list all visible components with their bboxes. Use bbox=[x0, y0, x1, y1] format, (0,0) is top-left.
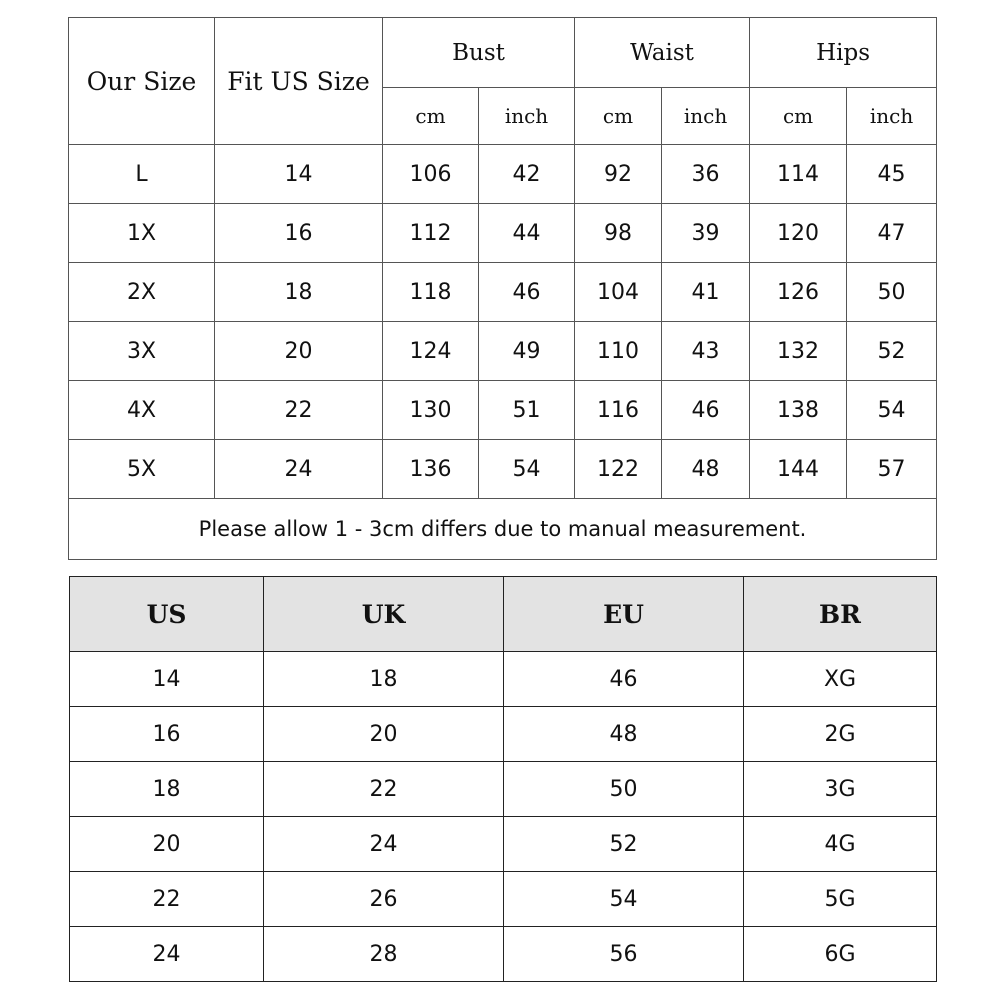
cell-bust-inch: 44 bbox=[479, 204, 575, 263]
cell-hips-inch: 52 bbox=[847, 322, 937, 381]
size-conversion-table bbox=[69, 576, 937, 982]
cell-waist-cm: 122 bbox=[575, 440, 662, 499]
cell-waist-cm: 92 bbox=[575, 145, 662, 204]
cell-hips-cm: 144 bbox=[750, 440, 847, 499]
conversion-header-row bbox=[70, 577, 937, 652]
cell-us: 22 bbox=[70, 872, 264, 927]
cell-uk: 28 bbox=[264, 927, 504, 982]
cell-bust-cm: 112 bbox=[383, 204, 479, 263]
cell-eu: 52 bbox=[504, 817, 744, 872]
cell-waist-inch: 46 bbox=[662, 381, 750, 440]
header-our-size: Our Size bbox=[69, 18, 215, 145]
cell-hips-inch: 50 bbox=[847, 263, 937, 322]
cell-bust-inch: 42 bbox=[479, 145, 575, 204]
size-chart-row bbox=[69, 381, 937, 440]
header-hips-inch: inch bbox=[847, 88, 937, 145]
cell-bust-cm: 118 bbox=[383, 263, 479, 322]
header-bust-inch: inch bbox=[479, 88, 575, 145]
size-chart-header-row bbox=[69, 18, 937, 88]
header-hips-cm: cm bbox=[750, 88, 847, 145]
cell-waist-cm: 98 bbox=[575, 204, 662, 263]
cell-our-size: 2X bbox=[69, 263, 215, 322]
cell-hips-cm: 132 bbox=[750, 322, 847, 381]
size-chart-row bbox=[69, 322, 937, 381]
size-chart-note-row bbox=[69, 499, 937, 560]
size-chart-row bbox=[69, 440, 937, 499]
header-waist: Waist bbox=[575, 18, 750, 88]
cell-waist-inch: 43 bbox=[662, 322, 750, 381]
cell-waist-cm: 116 bbox=[575, 381, 662, 440]
cell-bust-cm: 106 bbox=[383, 145, 479, 204]
cell-fit-us-size: 16 bbox=[215, 204, 383, 263]
cell-uk: 26 bbox=[264, 872, 504, 927]
cell-hips-inch: 47 bbox=[847, 204, 937, 263]
cell-bust-cm: 130 bbox=[383, 381, 479, 440]
cell-hips-cm: 138 bbox=[750, 381, 847, 440]
header-waist-cm: cm bbox=[575, 88, 662, 145]
header-br: BR bbox=[744, 577, 937, 652]
header-bust-cm: cm bbox=[383, 88, 479, 145]
cell-our-size: 3X bbox=[69, 322, 215, 381]
cell-eu: 50 bbox=[504, 762, 744, 817]
size-chart-row bbox=[69, 145, 937, 204]
cell-our-size: 4X bbox=[69, 381, 215, 440]
size-chart-row bbox=[69, 204, 937, 263]
conversion-body bbox=[70, 652, 937, 982]
cell-br: 6G bbox=[744, 927, 937, 982]
cell-us: 24 bbox=[70, 927, 264, 982]
size-chart-table bbox=[68, 17, 937, 560]
cell-fit-us-size: 14 bbox=[215, 145, 383, 204]
cell-waist-inch: 48 bbox=[662, 440, 750, 499]
cell-waist-cm: 110 bbox=[575, 322, 662, 381]
cell-bust-inch: 49 bbox=[479, 322, 575, 381]
header-hips: Hips bbox=[750, 18, 937, 88]
cell-eu: 46 bbox=[504, 652, 744, 707]
cell-bust-inch: 46 bbox=[479, 263, 575, 322]
cell-uk: 20 bbox=[264, 707, 504, 762]
size-chart-row bbox=[69, 263, 937, 322]
cell-fit-us-size: 20 bbox=[215, 322, 383, 381]
cell-waist-inch: 36 bbox=[662, 145, 750, 204]
cell-br: XG bbox=[744, 652, 937, 707]
header-eu: EU bbox=[504, 577, 744, 652]
conversion-row bbox=[70, 762, 937, 817]
cell-br: 5G bbox=[744, 872, 937, 927]
cell-us: 16 bbox=[70, 707, 264, 762]
cell-bust-inch: 54 bbox=[479, 440, 575, 499]
header-uk: UK bbox=[264, 577, 504, 652]
cell-uk: 24 bbox=[264, 817, 504, 872]
cell-uk: 18 bbox=[264, 652, 504, 707]
cell-hips-inch: 57 bbox=[847, 440, 937, 499]
cell-bust-cm: 124 bbox=[383, 322, 479, 381]
cell-bust-inch: 51 bbox=[479, 381, 575, 440]
conversion-row bbox=[70, 817, 937, 872]
cell-hips-cm: 120 bbox=[750, 204, 847, 263]
header-fit-us-size: Fit US Size bbox=[215, 18, 383, 145]
cell-hips-cm: 114 bbox=[750, 145, 847, 204]
cell-waist-cm: 104 bbox=[575, 263, 662, 322]
cell-br: 4G bbox=[744, 817, 937, 872]
cell-fit-us-size: 22 bbox=[215, 381, 383, 440]
cell-hips-cm: 126 bbox=[750, 263, 847, 322]
conversion-row bbox=[70, 652, 937, 707]
cell-us: 18 bbox=[70, 762, 264, 817]
cell-our-size: L bbox=[69, 145, 215, 204]
cell-br: 3G bbox=[744, 762, 937, 817]
cell-eu: 48 bbox=[504, 707, 744, 762]
cell-hips-inch: 54 bbox=[847, 381, 937, 440]
cell-waist-inch: 39 bbox=[662, 204, 750, 263]
cell-bust-cm: 136 bbox=[383, 440, 479, 499]
measurement-note: Please allow 1 - 3cm differs due to manual measurement. bbox=[69, 499, 937, 560]
cell-us: 20 bbox=[70, 817, 264, 872]
cell-our-size: 1X bbox=[69, 204, 215, 263]
header-bust: Bust bbox=[383, 18, 575, 88]
cell-us: 14 bbox=[70, 652, 264, 707]
cell-uk: 22 bbox=[264, 762, 504, 817]
size-chart-body bbox=[69, 145, 937, 499]
cell-hips-inch: 45 bbox=[847, 145, 937, 204]
conversion-row bbox=[70, 927, 937, 982]
cell-br: 2G bbox=[744, 707, 937, 762]
cell-our-size: 5X bbox=[69, 440, 215, 499]
cell-waist-inch: 41 bbox=[662, 263, 750, 322]
header-waist-inch: inch bbox=[662, 88, 750, 145]
cell-fit-us-size: 18 bbox=[215, 263, 383, 322]
cell-fit-us-size: 24 bbox=[215, 440, 383, 499]
conversion-row bbox=[70, 707, 937, 762]
conversion-row bbox=[70, 872, 937, 927]
header-us: US bbox=[70, 577, 264, 652]
cell-eu: 54 bbox=[504, 872, 744, 927]
cell-eu: 56 bbox=[504, 927, 744, 982]
